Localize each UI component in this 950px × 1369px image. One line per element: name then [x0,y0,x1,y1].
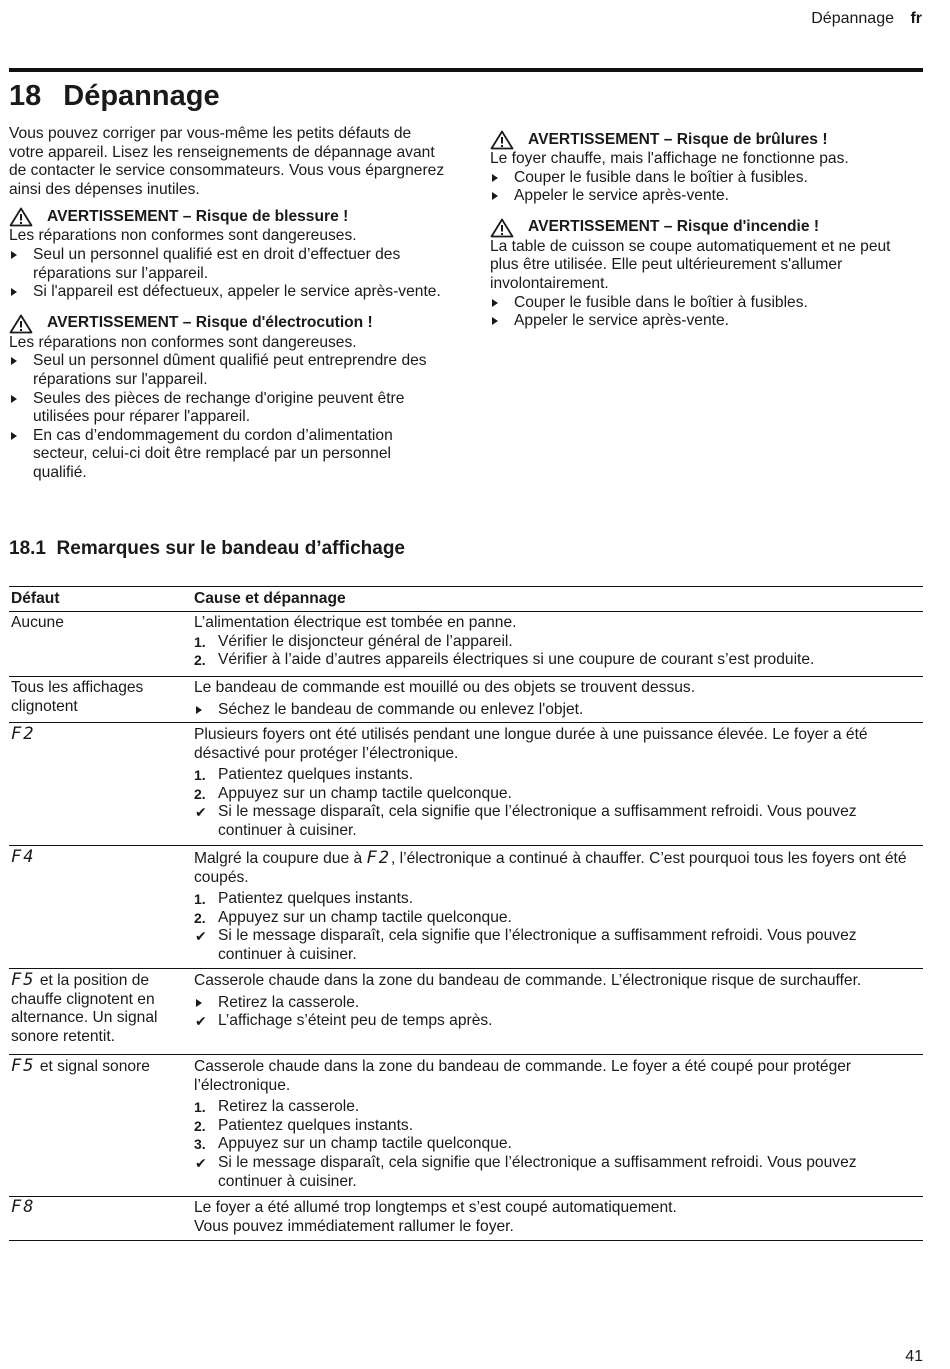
row-rule [9,845,923,846]
bullet-text: Couper le fusible dans le boîtier à fusibles. [514,293,808,311]
step-number: 2. [194,1117,206,1134]
warning-triangle-icon [9,314,33,334]
step-item [194,651,914,670]
step-text: Retirez la casserole. [218,1098,360,1116]
action-item [194,994,914,1013]
fault-code-display: F8 [11,1197,36,1217]
left-column [9,125,449,483]
bullet-item [490,312,915,331]
step-item [194,1098,914,1117]
fault-code-display: F5 [11,1056,36,1076]
warning-triangle-icon [490,130,514,150]
cause-cell [194,849,914,965]
fault-cell: Tous les affichages clignotent [11,679,144,715]
bullet-item [9,283,449,302]
result-item [194,1012,914,1031]
row-rule [9,722,923,723]
bullet-text: Seul un personnel qualifié est en droit d’effectuer des réparations sur l’appareil. [33,245,401,282]
bullet-text: Appeler le service après-vente. [514,312,729,330]
fault-cell [11,725,181,745]
cause-text: Casserole chaude dans la zone du bandeau de commande. L’électronique risque de surchauffer. [194,972,862,989]
bullet-triangle-icon [11,251,17,259]
action-item [194,701,914,720]
step-number: 1. [194,891,206,908]
warning-text: Les réparations non conformes sont dangereuses. [9,333,357,351]
step-number: 2. [194,909,206,926]
row-rule [9,1196,923,1197]
step-item [194,909,914,928]
cause-text: Casserole chaude dans la zone du bandeau de commande. Le foyer a été coupé pour protéger l’électronique. [194,1058,852,1094]
cause-cell [194,726,914,841]
bullet-item [490,294,915,313]
step-text: Appuyez sur un champ tactile quelconque. [218,1135,512,1153]
step-item [194,785,914,804]
step-text: Patientez quelques instants. [218,1116,414,1134]
result-text: Si le message disparaît, cela signifie que l’électronique a suffisamment refroidi. Vous pouvez continuer à cuisiner. [218,1153,857,1190]
fault-cell [11,1198,181,1218]
bullet-triangle-icon [492,299,498,307]
warning-title: AVERTISSEMENT – Risque d'électrocution ! [47,314,373,332]
row-rule [9,676,923,677]
step-text: Appuyez sur un champ tactile quelconque. [218,784,512,802]
step-item [194,1135,914,1154]
step-text: Appuyez sur un champ tactile quelconque. [218,908,512,926]
bullet-item [9,427,449,483]
step-number: 2. [194,652,206,669]
bullet-triangle-icon [492,174,498,182]
step-item [194,890,914,909]
bullet-triangle-icon [492,192,498,200]
warning-title: AVERTISSEMENT – Risque de blessure ! [47,208,349,226]
bullet-triangle-icon [492,317,498,325]
step-text: Vérifier le disjoncteur général de l’appareil. [218,632,513,650]
table-top-rule [9,586,923,587]
cause-text: Vous pouvez immédiatement rallumer le foyer. [194,1217,514,1235]
row-rule [9,1054,923,1055]
warning-title: AVERTISSEMENT – Risque d'incendie ! [528,218,820,236]
bullet-text: En cas d’endommagement du cordon d’alimentation secteur, celui-ci doit être remplacé par un personnel qualifié. [33,426,393,481]
bullet-text: Si l'appareil est défectueux, appeler le service après-vente. [33,283,441,301]
chapter-title [9,78,220,114]
warning-text: Le foyer chauffe, mais l'affichage ne fonctionne pas. [490,150,849,167]
result-item [194,803,914,840]
result-text: Si le message disparaît, cela signifie que l’électronique a suffisamment refroidi. Vous pouvez continuer à cuisiner. [218,803,857,839]
step-text: Vérifier à l’aide d’autres appareils électriques si une coupure de courant s’est produite. [218,651,815,669]
bullet-triangle-icon [11,395,17,403]
bullet-text: Seules des pièces de rechange d'origine peuvent être utilisées pour réparer l'appareil. [33,389,405,426]
fault-text: et signal sonore [39,1058,150,1075]
cause-text: L’alimentation électrique est tombée en panne. [194,614,517,631]
bullet-triangle-icon [11,432,17,440]
fault-cell [11,971,183,1046]
right-column [490,126,915,331]
bullet-triangle-icon [196,999,202,1007]
intro-paragraph: Vous pouvez corriger par vous-même les petits défauts de votre appareil. Lisez les renseignements de dépannage avant de contacter le service consommateurs. Vous vous épargnerez ainsi des dépenses inutiles. [9,125,445,198]
bullet-text: Seul un personnel dûment qualifié peut entreprendre des réparations sur l'appareil. [33,352,427,388]
result-item [194,1154,914,1191]
bullet-item [9,352,449,389]
cause-cell [194,614,914,670]
fault-code-display: F4 [11,847,36,867]
cause-text [194,849,914,887]
bullet-item [490,169,915,188]
step-text: Patientez quelques instants. [218,890,414,908]
warning-text: La table de cuisson se coupe automatiquement et ne peut plus être utilisée. Elle peut ultérieurement s'allumer involontairement. [490,237,891,292]
fault-cell [11,848,181,868]
chapter-title-text: Dépannage [63,80,220,112]
warning-burn-heading [490,130,915,150]
cause-cell [194,1199,914,1236]
step-number: 1. [194,633,206,650]
section-title [9,537,405,561]
header-section-title: Dépannage [811,10,894,27]
cause-cell [194,1058,914,1191]
step-number: 2. [194,785,206,802]
section-title-text: Remarques sur le bandeau d’affichage [56,538,405,559]
cause-cell [194,972,914,1031]
header-language: fr [910,10,922,27]
step-text: Patientez quelques instants. [218,766,414,784]
cause-text: Plusieurs foyers ont été utilisés pendant une longue durée à une puissance élevée. Le foyer a été désactivé pour protéger l’électronique. [194,726,868,762]
warning-triangle-icon [490,218,514,238]
step-item [194,766,914,785]
result-text: L’affichage s’éteint peu de temps après. [218,1012,493,1030]
bullet-text: Couper le fusible dans le boîtier à fusibles. [514,168,808,186]
action-text: Retirez la casserole. [218,993,360,1011]
warning-electrocution-heading [9,314,449,334]
step-number: 3. [194,1136,206,1153]
fault-code-display: F5 [11,970,36,990]
step-number: 1. [194,767,206,784]
bullet-item [9,390,449,427]
step-item [194,633,914,652]
table-header-rule [9,611,923,612]
inline-code-display: F2 [366,848,392,868]
checkmark-icon: ✔ [195,804,207,821]
chapter-number: 18 [9,80,42,112]
result-text: Si le message disparaît, cela signifie que l’électronique a suffisamment refroidi. Vous pouvez continuer à cuisiner. [218,927,857,963]
cause-text: Le foyer a été allumé trop longtemps et s’est coupé automatiquement. [194,1199,677,1216]
action-text: Séchez le bandeau de commande ou enlevez l'objet. [218,700,584,718]
top-rule [9,68,923,72]
table-bottom-rule [9,1240,923,1241]
row-rule [9,968,923,969]
fault-code-display: F2 [11,724,36,744]
warning-title: AVERTISSEMENT – Risque de brûlures ! [528,130,828,148]
step-item [194,1117,914,1136]
warning-fire-heading [490,218,915,238]
bullet-triangle-icon [11,357,17,365]
page-number: 41 [905,1348,923,1365]
table-header-fault: Défaut [11,590,60,607]
checkmark-icon: ✔ [195,928,207,945]
bullet-item [490,187,915,206]
step-number: 1. [194,1099,206,1116]
bullet-item [9,246,449,283]
cause-text-part: , l’électronique a continué à chauffer. C’est pourquoi tous les foyers ont été coupés. [194,850,907,886]
cause-text-part: Malgré la coupure due à [194,850,363,867]
bullet-triangle-icon [11,288,17,296]
fault-cell [11,1057,181,1077]
warning-triangle-icon [9,207,33,227]
checkmark-icon: ✔ [195,1154,207,1171]
cause-text: Le bandeau de commande est mouillé ou des objets se trouvent dessus. [194,679,696,696]
cause-cell [194,679,914,719]
bullet-text: Appeler le service après-vente. [514,187,729,205]
checkmark-icon: ✔ [195,1013,207,1030]
result-item [194,927,914,964]
bullet-triangle-icon [196,706,202,714]
section-number: 18.1 [9,538,46,559]
table-header-cause: Cause et dépannage [194,590,346,607]
fault-cell: Aucune [11,614,64,631]
warning-text: Les réparations non conformes sont dangereuses. [9,227,357,245]
warning-injury-heading [9,207,449,227]
fault-text: et la position de chauffe clignotent en alternance. Un signal sonore retentit. [11,972,158,1045]
